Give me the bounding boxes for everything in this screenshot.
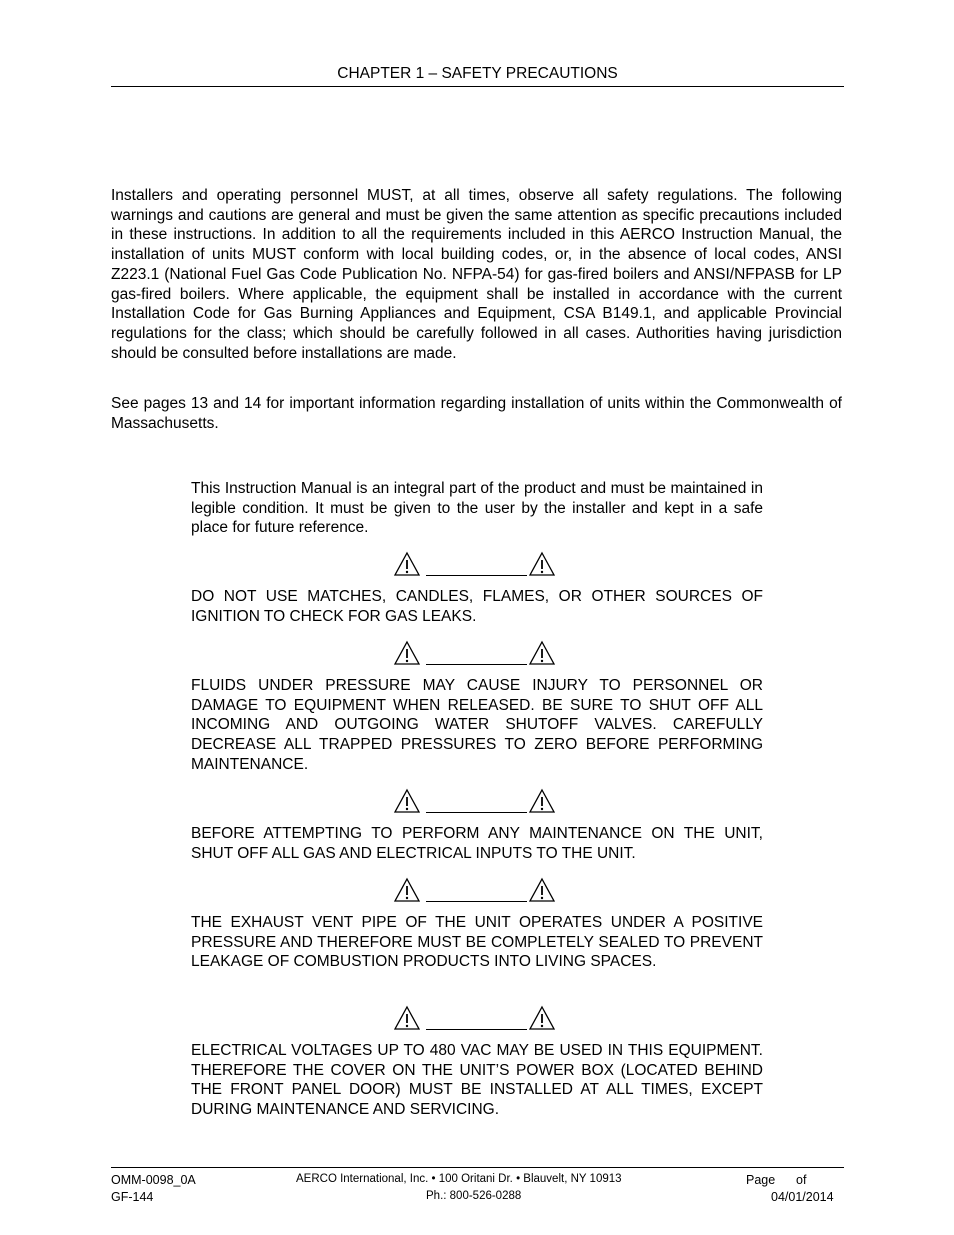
warning-triangle-icon [393, 640, 421, 666]
warning-header [380, 1005, 570, 1035]
warning-triangle-icon [528, 640, 556, 666]
footer-company-line: AERCO International, Inc. • 100 Oritani Dr. • Blauvelt, NY 10913 [296, 1173, 622, 1185]
footer-date: 04/01/2014 [771, 1190, 834, 1204]
warning-header [380, 640, 570, 670]
warning-text: THE EXHAUST VENT PIPE OF THE UNIT OPERATES UNDER A POSITIVE PRESSURE AND THEREFORE MUST BE COMPLETELY SEALED TO PREVENT LEAKAGE OF COMBUSTION PRODUCTS INTO LIVING SPACES. [191, 914, 763, 971]
warning-underline [426, 575, 527, 576]
warning-triangle-icon [528, 877, 556, 903]
footer-doc-number: OMM-0098_0A [111, 1173, 196, 1187]
warning-triangle-icon [528, 1005, 556, 1031]
manual-notice: This Instruction Manual is an integral part of the product and must be maintained in legible condition. It must be given to the user by the installer and kept in a safe place for future reference. [191, 480, 763, 537]
warning-underline [426, 901, 527, 902]
footer-form-number: GF-144 [111, 1190, 154, 1204]
intro-paragraph: Installers and operating personnel MUST, at all times, observe all safety regulations. The following warnings and cautions are general and must be given the same attention as specific precautions included in these instructions. In addition to all the requirements included in this AERCO Instruction Manual, the installation of units MUST conform with local building codes, or, in the absence of local codes, ANSI Z223.1 (National Fuel Gas Code Publication No. NFPA-54) for gas-fired boilers and ANSI/NFPASB for LP gas-fired boilers. Where applicable, the equipment shall be installed in accordance with the current Installation Code for Gas Burning Appliances and Equipment, CSA B149.1, and applicable Provincial regulations for the class; which should be carefully followed in all cases. Authorities having jurisdiction should be consulted before installations are made. [111, 187, 842, 362]
warning-text: BEFORE ATTEMPTING TO PERFORM ANY MAINTENANCE ON THE UNIT, SHUT OFF ALL GAS AND ELECTRICAL INPUTS TO THE UNIT. [191, 825, 763, 862]
warning-triangle-icon [393, 877, 421, 903]
warning-underline [426, 664, 527, 665]
massachusetts-note: See pages 13 and 14 for important information regarding installation of units within the Commonwealth of Massachusetts. [111, 395, 842, 432]
warning-triangle-icon [528, 551, 556, 577]
warning-header [380, 877, 570, 907]
header-divider [111, 86, 844, 87]
warning-header [380, 551, 570, 581]
warning-text: ELECTRICAL VOLTAGES UP TO 480 VAC MAY BE USED IN THIS EQUIPMENT. THEREFORE THE COVER ON THE UNIT’S POWER BOX (LOCATED BEHIND THE FRONT PANEL DOOR) MUST BE INSTALLED AT ALL TIMES, EXCEPT DURING MAINTENANCE AND SERVICING. [191, 1042, 763, 1119]
warning-text: FLUIDS UNDER PRESSURE MAY CAUSE INJURY TO PERSONNEL OR DAMAGE TO EQUIPMENT WHEN RELEASED. BE SURE TO SHUT OFF ALL INCOMING AND OUTGOING WATER SHUTOFF VALVES. CAREFULLY DECREASE ALL TRAPPED PRESSURES TO ZERO BEFORE PERFORMING MAINTENANCE. [191, 677, 763, 773]
footer-phone: Ph.: 800-526-0288 [426, 1190, 522, 1202]
warning-underline [426, 1029, 527, 1030]
page-header-title: CHAPTER 1 – SAFETY PRECAUTIONS [337, 65, 618, 82]
warning-triangle-icon [528, 788, 556, 814]
warning-underline [426, 812, 527, 813]
warning-triangle-icon [393, 551, 421, 577]
warning-header [380, 788, 570, 818]
footer-divider [111, 1167, 844, 1168]
warning-triangle-icon [393, 788, 421, 814]
warning-triangle-icon [393, 1005, 421, 1031]
footer-page-label: Page of [746, 1173, 807, 1187]
warning-text: DO NOT USE MATCHES, CANDLES, FLAMES, OR OTHER SOURCES OF IGNITION TO CHECK FOR GAS LEAKS. [191, 588, 763, 625]
